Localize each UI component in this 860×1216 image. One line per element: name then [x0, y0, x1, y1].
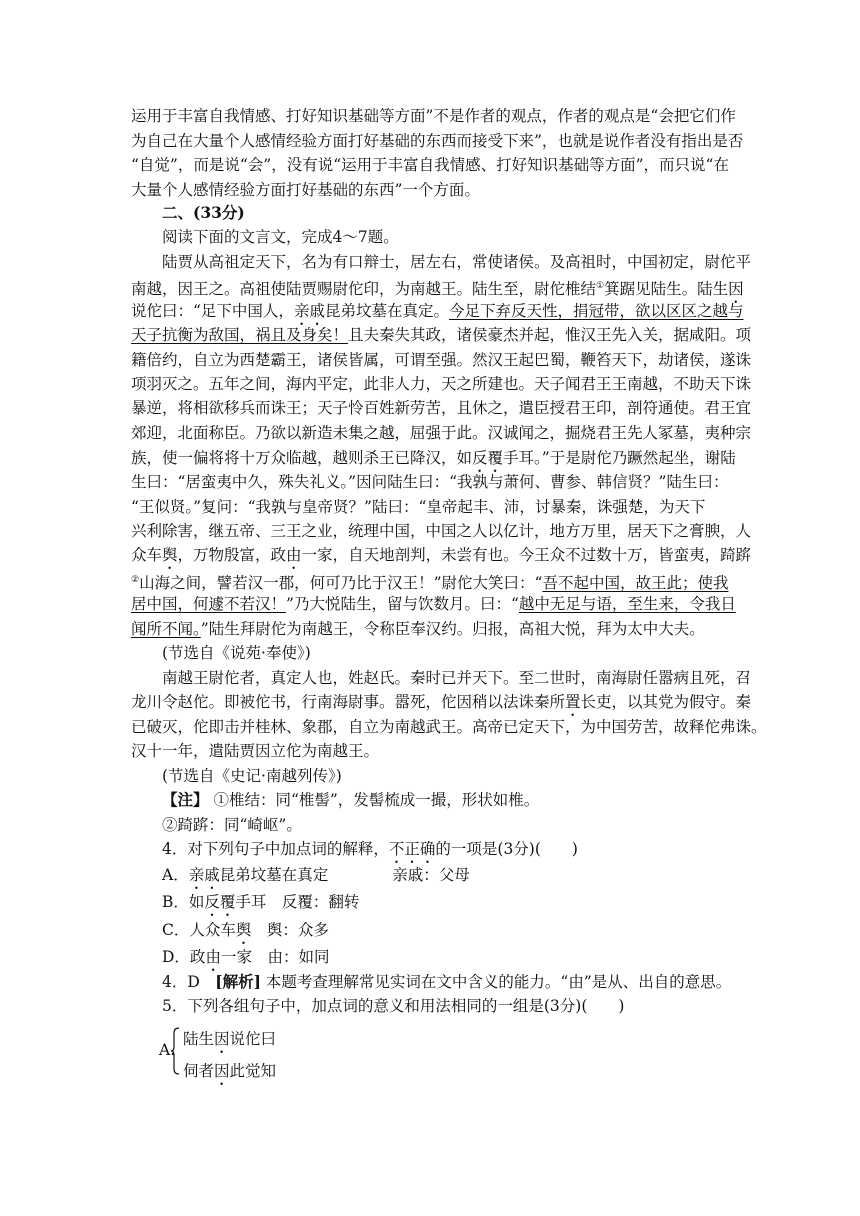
text-line: “王似贤。”复问：“我孰与皇帝贤？”陆曰：“皇帝起丰、沛，讨暴秦，诛强楚，为天下: [131, 498, 706, 516]
text-line: “自觉”，而是说“会”，没有说“运用于丰富自我情感、打好知识基础等方面”，而只说“在: [131, 156, 729, 174]
text-line: 族，使一偏将将十万众临越，越则杀王已降汉，如反覆手耳。”于是尉佗乃蹶然起坐，谢陆: [131, 449, 736, 467]
text-line: 居中国，何遽不若汉！”乃大悦陆生，留与饮数月。曰：“越中无足与语，至生来，令我日: [131, 595, 736, 613]
text-line: 陆贾从高祖定天下，名为有口辩士，居左右，常使诸侯。及高祖时，中国初定，尉佗平: [162, 253, 752, 271]
text-line: 天子抗衡为敌国，祸且及身矣！且夫秦失其政，诸侯豪杰并起，惟汉王先入关，据咸阳。项: [131, 326, 752, 344]
text-line: 郊迎，北面称臣。乃欲以新造未集之越，屈强于此。汉诚闻之，掘烧君王先人冢墓，夷种宗: [131, 424, 752, 442]
text-line: 众车舆，万物殷富，政由一家，自天地剖判，未尝有也。今王众不过数十万，皆蛮夷，踦䟸: [131, 546, 752, 564]
note-1: 【注】 ①椎结：同“椎髻”，发髻梳成一撮，形状如椎。: [162, 790, 540, 809]
text-line: 生曰：“居蛮夷中久，殊失礼义。”因问陆生曰：“我孰与萧何、曹参、韩信贤？”陆生曰：: [131, 473, 729, 491]
question-4-option-b: B．如反覆手耳 反覆：翻转: [162, 893, 360, 911]
question-5-option-a-line2: 伺者因此觉知: [183, 1062, 277, 1080]
text-line: 项羽灭之。五年之间，海内平定，此非人力，天之所建也。天子闻君王王南越，不助天下诛: [131, 375, 752, 393]
question-5-stem: 5．下列各组句子中，加点词的意义和用法相同的一组是(3分)( ): [162, 997, 625, 1015]
text-line: 暴逆，将相欲移兵而诛王；天子怜百姓新劳苦，且休之，遣臣授君王印，剖符通使。君王宜: [131, 399, 752, 417]
question-4-option-c: C．人众车舆 舆：众多: [162, 921, 329, 939]
question-5-option-a-label: A.: [159, 1041, 176, 1059]
text-line: 已破灭，佗即击并桂林、象郡，自立为南越武王。高帝已定天下，为中国劳苦，故释佗弗诛。: [131, 718, 767, 736]
text-line: 说佗曰：“足下中国人，亲戚昆弟坟墓在真定。今足下弃反天性，捐冠带，欲以区区之越与: [131, 302, 744, 320]
text-line: 大量个人感情经验方面打好基础的东西”一个方面。: [131, 181, 480, 199]
text-line: 南越，因王之。高祖使陆贾赐尉佗印，为南越王。陆生至，尉佗椎结①箕踞见陆生。陆生因: [131, 280, 744, 299]
answer-4: 4．D [解析] 本题考查理解常见实词在文中含义的能力。“由”是从、出自的意思。: [162, 972, 732, 991]
text-line: 南越王尉佗者，真定人也，姓赵氏。秦时已并天下。至二世时，南海尉任嚣病且死，召: [162, 669, 752, 687]
text-line: ②山海之间，譬若汉一郡，何可乃比于汉王！”尉佗大笑曰：“吾不起中国，故王此；使我: [131, 574, 729, 593]
brace-icon: [170, 1027, 180, 1075]
text-line: 汉十一年，遣陆贾因立佗为南越王。: [131, 742, 380, 760]
question-4-option-a: A．亲戚昆弟坟墓在真定 亲戚：父母: [162, 866, 470, 884]
question-5-option-a-line1: 陆生因说佗曰: [183, 1030, 277, 1048]
question-4-option-d: D．政由一家 由：如同: [162, 948, 330, 966]
text-line: 运用于丰富自我情感、打好知识基础等方面”不是作者的观点，作者的观点是“会把它们作: [131, 107, 736, 125]
source-citation: (节选自《史记·南越列传》): [162, 767, 342, 785]
instruction: 阅读下面的文言文，完成4～7题。: [162, 228, 399, 246]
source-citation: (节选自《说苑·奉使》): [162, 644, 311, 662]
text-line: 籍倍约，自立为西楚霸王，诸侯皆属，可谓至强。然汉王起巴蜀，鞭笞天下，劫诸侯，遂诛: [131, 351, 752, 369]
text-line: 为自己在大量个人感情经验方面打好基础的东西而接受下来”，也就是说作者没有指出是否: [131, 132, 744, 150]
text-line: 闻所不闻。”陆生拜尉佗为南越王，令称臣奉汉约。归报，高祖大悦，拜为太中大夫。: [131, 620, 705, 638]
question-4-stem: 4．对下列句子中加点词的解释，不正确的一项是(3分)( ): [162, 840, 578, 858]
text-line: 兴利除害，继五帝、三王之业，统理中国，中国之人以亿计，地方万里，居天下之膏腴，人: [131, 522, 752, 540]
note-2: ②踦䟸：同“崎岖”。: [162, 816, 302, 834]
text-line: 龙川令赵佗。即被佗书，行南海尉事。嚣死，佗因稍以法诛秦所置长吏，以其党为假守。秦: [131, 693, 752, 711]
section-heading: 二、(33分): [162, 203, 245, 222]
